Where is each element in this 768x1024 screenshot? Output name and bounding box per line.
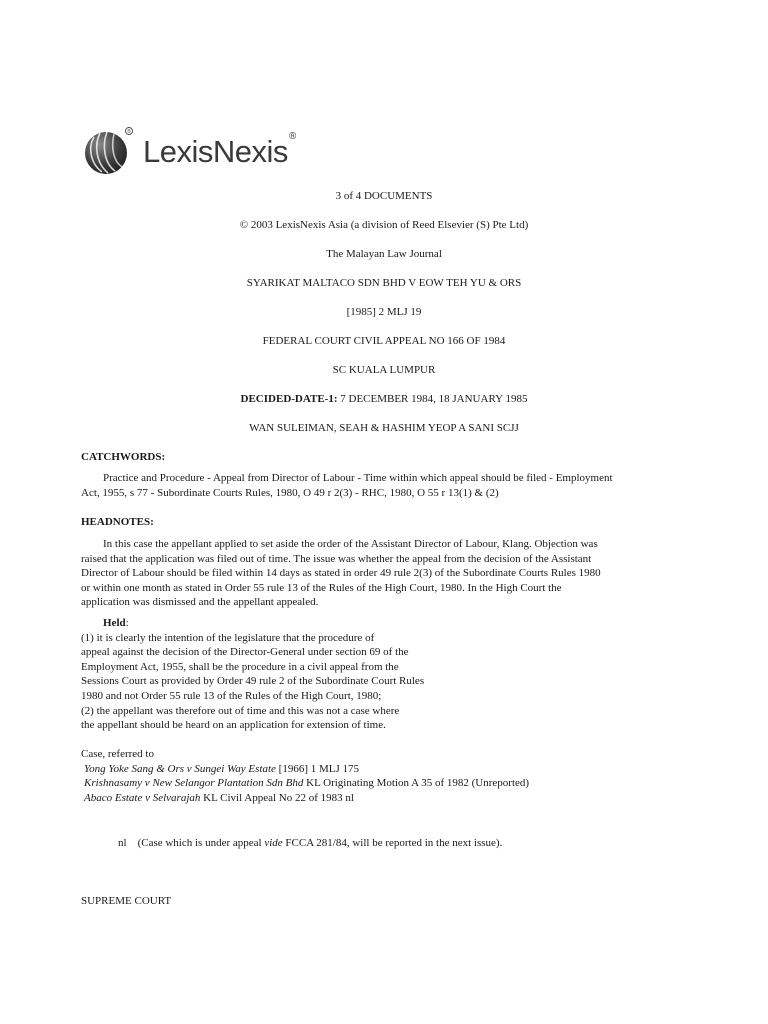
decided-date-value: 7 DECEMBER 1984, 18 JANUARY 1985 [337,393,528,405]
headnotes-line: or within one month as stated in Order 55 rule 13 of the Rules of the High Court, 1980. In the High Court the [81,581,562,594]
headnotes-line: In this case the appellant applied to set aside the order of the Assistant Director of Labour, Klang. Objection was [103,538,598,550]
lexisnexis-globe-icon [84,125,134,175]
footnote-marker: nl [118,837,127,849]
held-section [81,616,424,733]
decided-date-label: DECIDED-DATE-1: [240,393,338,405]
logo-registered-mark: ® [288,130,297,142]
catchwords-heading: CATCHWORDS: [81,451,166,463]
court-location: SC KUALA LUMPUR [332,364,436,376]
court-name: FEDERAL COURT CIVIL APPEAL NO 166 OF 1984 [262,335,506,347]
headnotes-line: raised that the application was filed out of time. The issue was whether the appeal from the decision of the Assistant [81,552,592,565]
headnotes-line: Director of Labour should be filed within 14 days as stated in order 49 rule 2(3) of the Subordinate Courts Rules 1980 [81,567,601,579]
case-reference: Abaco Estate v Selvarajah KL Civil Appeal No 22 of 1983 nl [84,791,354,804]
copyright-line: © 2003 LexisNexis Asia (a division of Reed Elsevier (S) Pte Ltd) [239,219,529,231]
held-line: the appellant should be heard on an application for extension of time. [81,719,386,732]
case-title: SYARIKAT MALTACO SDN BHD V EOW TEH YU & ORS [246,277,522,289]
case-reference: Yong Yoke Sang & Ors v Sungei Way Estate [1966] 1 MLJ 175 [84,762,360,775]
footnote: nl (Case which is under appeal vide FCCA 281/84, will be reported in the next issue). [118,837,503,849]
document-count: 3 of 4 DOCUMENTS [335,190,433,202]
cases-heading: Case, referred to [81,748,154,760]
citation: [1985] 2 MLJ 19 [346,306,422,318]
lexisnexis-logo [84,124,296,176]
decided-date [0,392,768,407]
headnotes-heading: HEADNOTES: [81,516,154,528]
catchwords-text [81,471,685,500]
journal-name: The Malayan Law Journal [326,248,442,260]
held-line: (2) the appellant was therefore out of time and this was not a case where [81,704,400,717]
held-heading: Held: [103,617,129,629]
logo-text: LexisNexis [143,133,288,169]
section-heading-supreme-court: SUPREME COURT [81,895,172,907]
held-line: (1) it is clearly the intention of the legislature that the procedure of [81,631,375,644]
cases-referred [81,747,529,805]
held-line: 1980 and not Order 55 rule 13 of the Rules of the High Court, 1980; [81,689,382,702]
held-line: Sessions Court as provided by Order 49 rule 2 of the Subordinate Court Rules [81,675,425,688]
case-reference: Krishnasamy v New Selangor Plantation Sdn Bhd KL Originating Motion A 35 of 1982 (Unreported) [84,777,530,790]
catchwords-line: Act, 1955, s 77 - Subordinate Courts Rules, 1980, O 49 r 2(3) - RHC, 1980, O 55 r 13(1) & (2) [81,486,499,499]
headnotes-text [81,537,685,610]
headnotes-line: application was dismissed and the appellant appealed. [81,596,319,608]
held-line: Employment Act, 1955, shall be the procedure in a civil appeal from the [81,660,399,673]
catchwords-line: Practice and Procedure - Appeal from Director of Labour - Time within which appeal should be filed - Employment [103,472,613,484]
judges: WAN SULEIMAN, SEAH & HASHIM YEOP A SANI SCJJ [249,422,519,434]
held-line: appeal against the decision of the Director-General under section 69 of the [81,646,409,659]
svg-text:®: ® [127,129,131,135]
